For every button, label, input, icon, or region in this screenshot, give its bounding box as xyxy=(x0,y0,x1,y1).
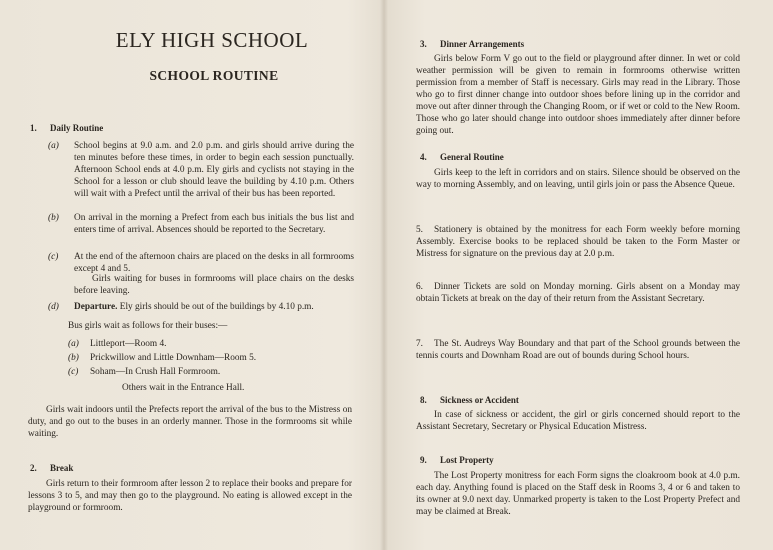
section-2-heading xyxy=(30,462,73,474)
others-note: Others wait in the Entrance Hall. xyxy=(122,383,245,393)
section-9-number: 9. xyxy=(420,455,427,465)
bus-label: (b) xyxy=(68,353,79,363)
section-8-heading xyxy=(420,394,519,406)
section-1-heading xyxy=(30,122,103,134)
bus-list-item xyxy=(68,338,166,350)
section-3-heading xyxy=(420,38,524,50)
bus-intro: Bus girls wait as follows for their buses:— xyxy=(68,321,228,331)
section-4-number: 4. xyxy=(420,152,427,162)
bus-text: Soham—In Crush Hall Formroom. xyxy=(90,367,221,377)
section-7-text: The St. Audreys Way Boundary and that part of the School grounds between the tennis courts and Downham Road are out of bounds during School hours. xyxy=(416,339,740,361)
section-3-title: Dinner Arrangements xyxy=(440,39,525,49)
section-5-number: 5. xyxy=(416,225,423,235)
section-7-number: 7. xyxy=(416,339,423,349)
bus-text: Prickwillow and Little Downham—Room 5. xyxy=(90,353,257,363)
section-2-title: Break xyxy=(50,463,74,473)
bus-label: (a) xyxy=(68,339,79,349)
section-8-title: Sickness or Accident xyxy=(440,395,519,405)
section-4-heading xyxy=(420,151,504,163)
section-9-title: Lost Property xyxy=(440,455,494,465)
section-3-number: 3. xyxy=(420,39,427,49)
section-2-text: Girls return to their formroom after lesson 2 to replace their books and prepare for lessons 3 to 5, and may then go to the playground. No eating is allowed except in the playground or formroom. xyxy=(28,479,352,513)
bus-list-item xyxy=(68,366,220,378)
bus-label: (c) xyxy=(68,367,79,377)
item-text: School begins at 9.0 a.m. and 2.0 p.m. and girls should arrive during the ten minutes before these times, in order to begin each session punctually. Afternoon School ends at 4.0 p.m. Ely girls and cyclists not staying in the School for a lesson or club should leave the building by 4.10 p.m. Others will wait with a Prefect until the arrival of their bus has been reported. xyxy=(74,141,354,199)
item-label: (d) xyxy=(48,302,59,312)
departure-title: Departure. xyxy=(74,302,118,312)
section-4-text: Girls keep to the left in corridors and on stairs. Silence should be observed on the way to morning Assembly, and on leaving, until girls join or pass the Absence Queue. xyxy=(416,168,740,190)
item-label: (a) xyxy=(48,141,59,151)
page-fold xyxy=(380,0,388,550)
item-text: At the end of the afternoon chairs are placed on the desks in all formrooms except 4 and 5. xyxy=(74,252,354,274)
section-6-text: Dinner Tickets are sold on Monday morning. Girls absent on a Monday may obtain Tickets at break on the day of their return from the Assistant Secretary. xyxy=(416,282,740,304)
section-9-text: The Lost Property monitress for each Form signs the cloakroom book at 4.0 p.m. each day. Anything found is placed on the Staff desk in Rooms 3, 4 or 6 and taken to its owner at 9.0 next day. Unmarked property is taken to the Lost Property Prefect and may be claimed at Break. xyxy=(416,471,740,517)
bus-text: Littleport—Room 4. xyxy=(90,339,167,349)
section-1-title: Daily Routine xyxy=(50,123,104,133)
bus-list-item xyxy=(68,352,256,364)
section-7 xyxy=(416,338,740,362)
document-title: ELY HIGH SCHOOL xyxy=(115,28,309,52)
section-8-text: In case of sickness or accident, the girl or girls concerned should report to the Assistant Secretary, Secretary or Physical Education Mistress. xyxy=(416,410,740,432)
section-1-item-c-continued: Girls waiting for buses in formrooms will place chairs on the desks before leaving. xyxy=(74,274,354,296)
section-5-text: Stationery is obtained by the monitress for each Form weekly before morning Assembly. Exercise books to be replaced should be taken to the Form Master or Mistress for signature on the previous day at 2.0 p.m. xyxy=(416,225,740,259)
section-1-number: 1. xyxy=(30,123,37,133)
section-6 xyxy=(416,281,740,305)
item-label: (c) xyxy=(48,252,59,262)
section-4-title: General Routine xyxy=(440,152,504,162)
departure-text: Ely girls should be out of the buildings by 4.10 p.m. xyxy=(119,302,314,312)
item-text: On arrival in the morning a Prefect from each bus initials the bus list and enters time of arrival. Absences should be reported to the Secretary. xyxy=(74,213,354,235)
item-label: (b) xyxy=(48,213,59,223)
document-subtitle: SCHOOL ROUTINE xyxy=(149,68,279,83)
section-5 xyxy=(416,224,740,260)
section-6-number: 6. xyxy=(416,282,423,292)
section-2-number: 2. xyxy=(30,463,37,473)
section-3-text: Girls below Form V go out to the field or playground after dinner. In wet or cold weather permission will be given to remain in formrooms otherwise written permission from a member of Staff is necessary. Girls may read in the Library. Those who go to first dinner change into outdoor shoes before lining up in the corridor and move out after dinner through the Changing Room, or if wet or cold to the New Room. Those who go later should change into outdoor shoes immediately after dinner before going out. xyxy=(416,54,740,136)
departure-closing: Girls wait indoors until the Prefects report the arrival of the bus to the Mistress on duty, and go out to the buses in an orderly manner. Those in the formrooms sit while waiting. xyxy=(28,405,352,439)
section-9-heading xyxy=(420,454,494,466)
section-8-number: 8. xyxy=(420,395,427,405)
